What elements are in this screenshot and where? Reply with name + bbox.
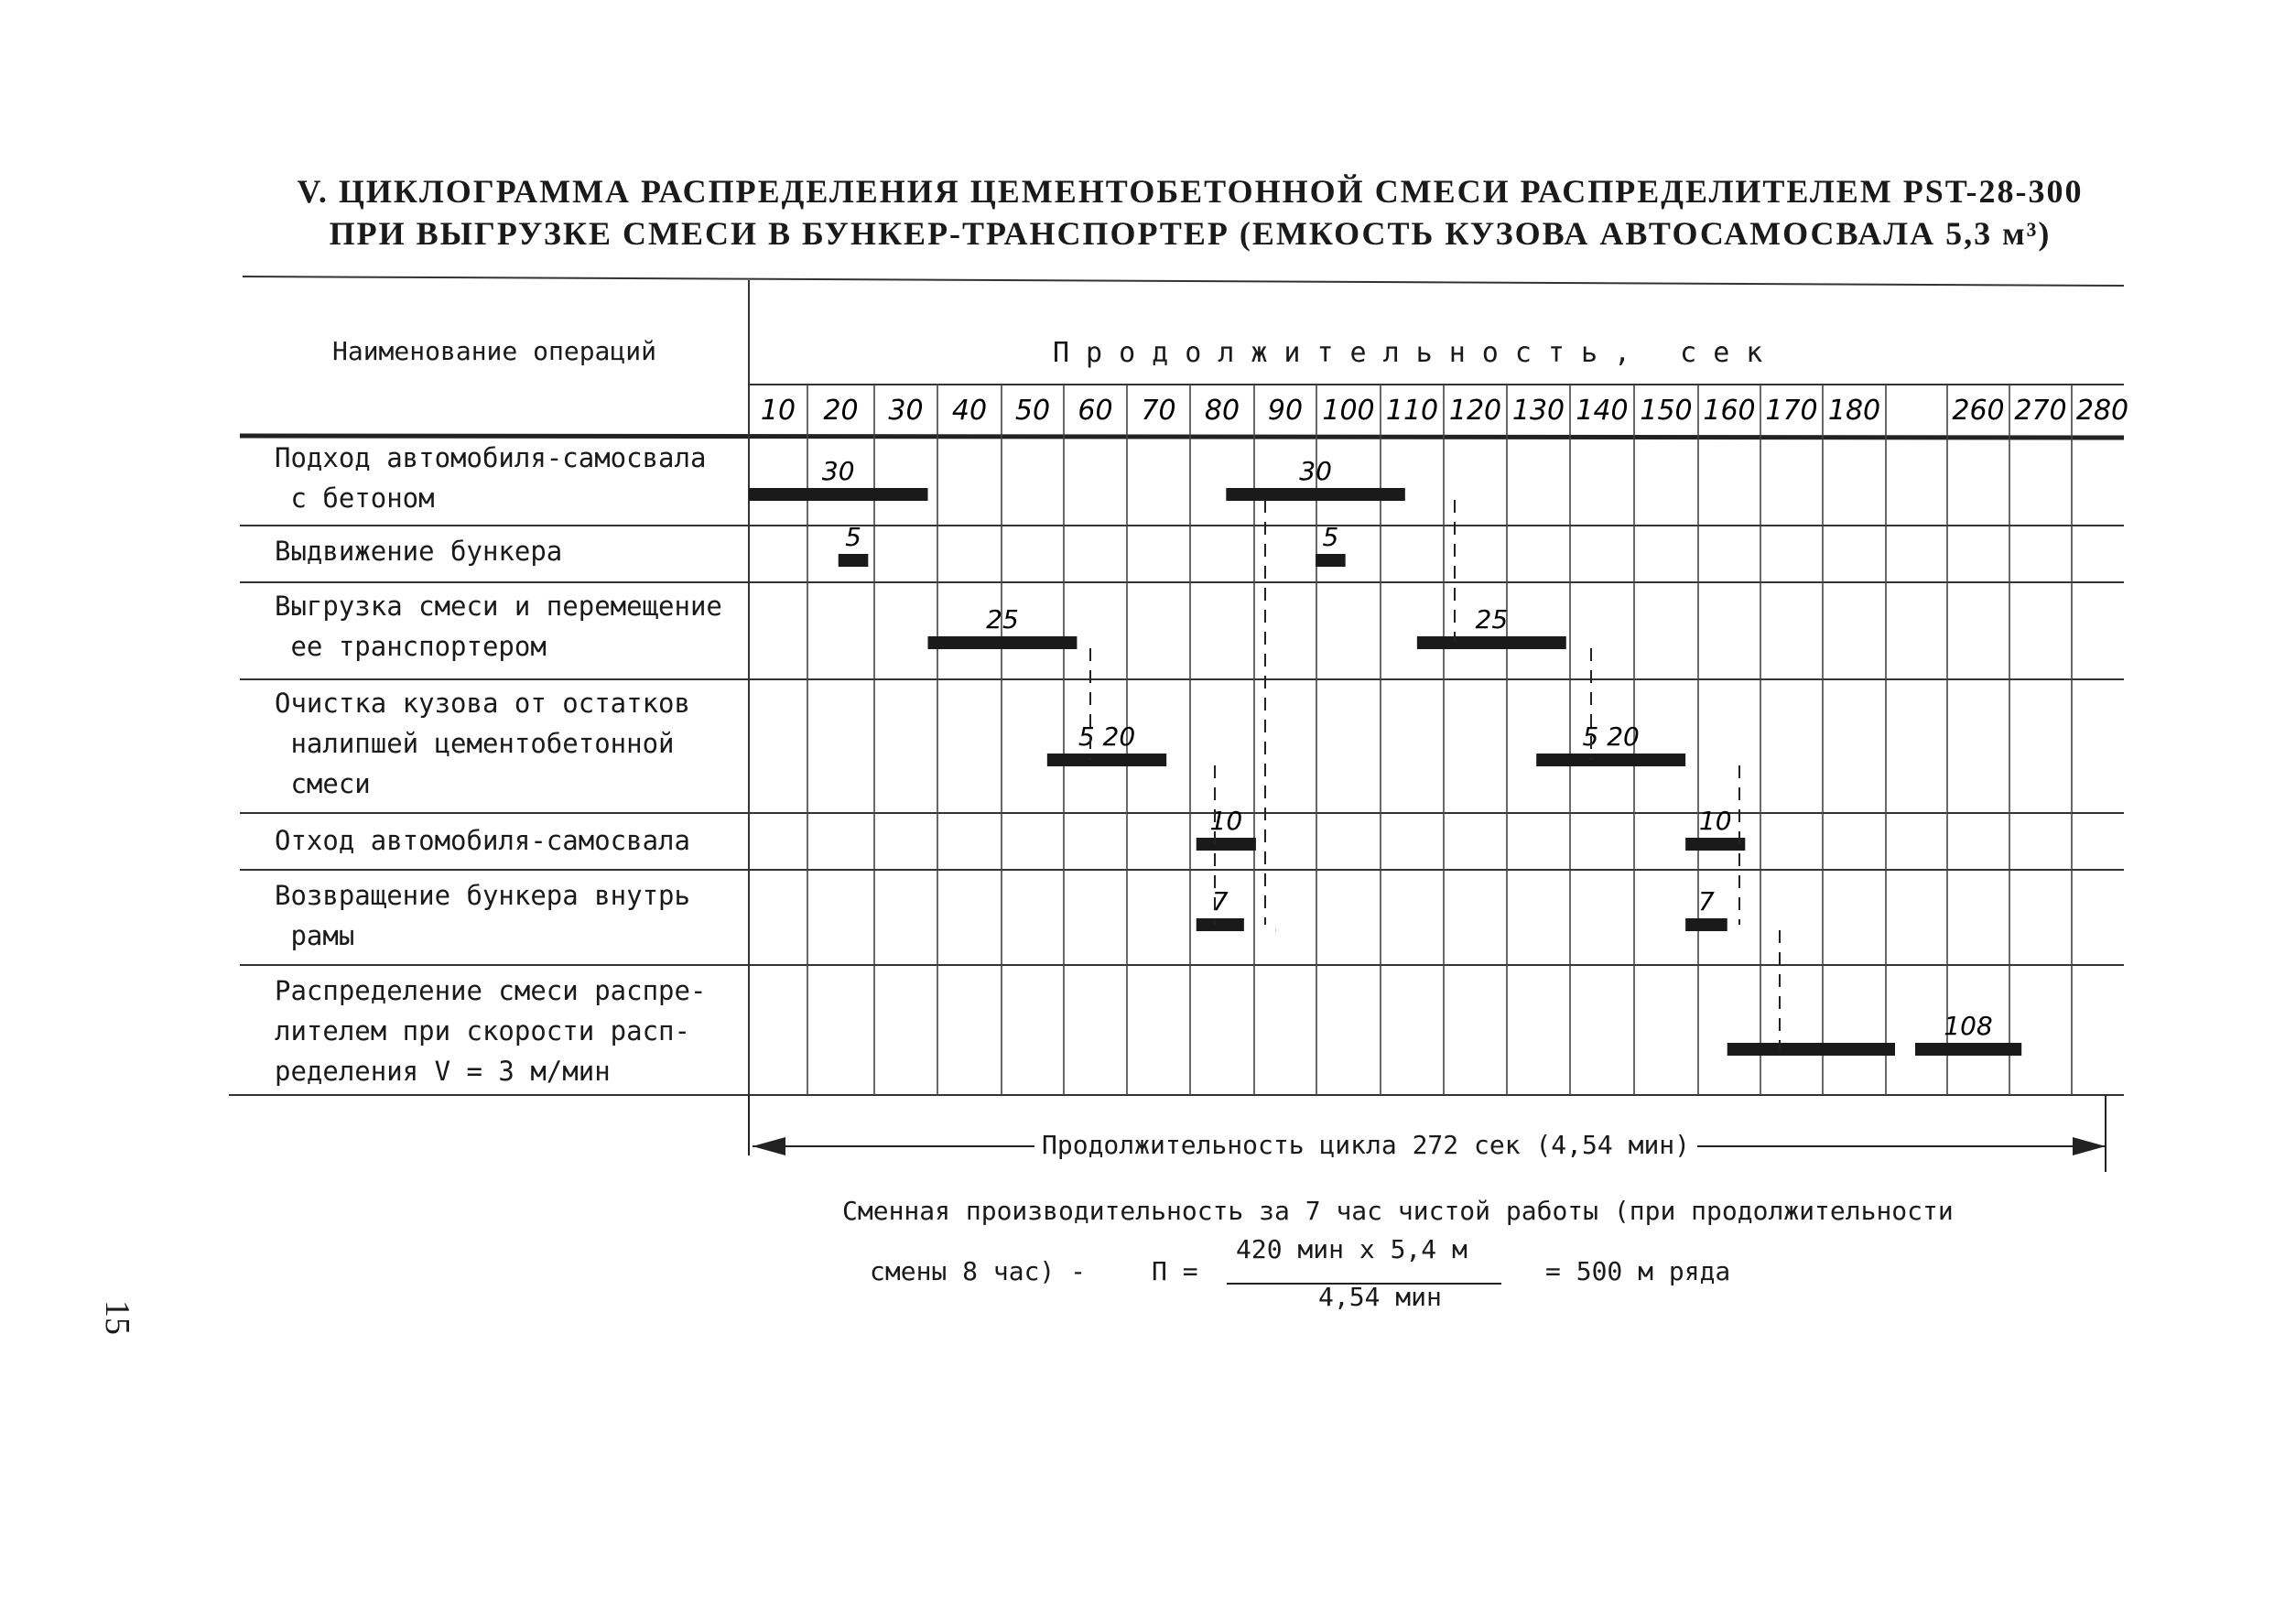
gantt-bar-label: 108 bbox=[1944, 1011, 1993, 1041]
gantt-bar bbox=[749, 488, 928, 501]
time-tick-label: 90 bbox=[1267, 395, 1304, 427]
gantt-bar-labels bbox=[822, 456, 1993, 1041]
arrow-right-head bbox=[2073, 1137, 2106, 1155]
gantt-bar-label: 5 bbox=[845, 522, 861, 552]
gantt-bar-label: 30 bbox=[1299, 456, 1332, 486]
gantt-bar bbox=[1685, 838, 1745, 851]
time-tick-label: 20 bbox=[823, 395, 859, 427]
operation-label: Очистка кузова от остатков налипшей цементобетонной смеси bbox=[275, 688, 690, 799]
gantt-bar bbox=[1727, 1043, 1895, 1056]
gantt-bar-label: 10 bbox=[1698, 806, 1732, 836]
title-line-2: ПРИ ВЫГРУЗКЕ СМЕСИ В БУНКЕР-ТРАНСПОРТЕР (ЕМКОСТЬ КУЗОВА АВТОСАМОСВАЛА 5,3 м³) bbox=[329, 215, 2052, 252]
formula-result: = 500 м ряда bbox=[1545, 1256, 1731, 1286]
gantt-bar-label: 5 bbox=[1322, 522, 1339, 552]
time-tick-label: 130 bbox=[1511, 395, 1565, 427]
time-tick-label: 120 bbox=[1448, 395, 1502, 427]
time-tick-label: 80 bbox=[1204, 395, 1240, 427]
time-tick-label: 100 bbox=[1322, 395, 1375, 427]
gantt-bar bbox=[928, 636, 1078, 649]
gantt-bar bbox=[1316, 554, 1346, 567]
gantt-bar bbox=[1197, 918, 1244, 931]
time-tick-label: 60 bbox=[1078, 395, 1113, 427]
time-tick-label: 260 bbox=[1952, 395, 2005, 427]
top-rule bbox=[243, 277, 2124, 286]
time-tick-label: 160 bbox=[1703, 395, 1756, 427]
gantt-bar-label: 7 bbox=[1211, 886, 1229, 916]
time-tick-label: 280 bbox=[2075, 395, 2129, 427]
gantt-bar bbox=[1197, 838, 1256, 851]
time-tick-label: 150 bbox=[1640, 395, 1693, 427]
operation-label: Возвращение бункера внутрь рамы bbox=[275, 880, 690, 951]
operation-label: Отход автомобиля-самосвала bbox=[275, 825, 690, 856]
header-duration: Продолжительность, сек bbox=[1053, 337, 1780, 369]
time-tick-label: 180 bbox=[1827, 395, 1881, 427]
gantt-bar-label: 30 bbox=[821, 456, 855, 486]
formula-denominator: 4,54 мин bbox=[1318, 1282, 1442, 1312]
operation-label: Подход автомобиля-самосвала с бетоном bbox=[275, 442, 707, 514]
operation-label: Выгрузка смеси и перемещение ее транспортером bbox=[275, 591, 722, 662]
header-operation-name: Наименование операций bbox=[331, 336, 656, 366]
operation-label: Распределение смеси распре- лителем при скорости расп- ределения V = 3 м/мин bbox=[275, 975, 707, 1087]
time-tick-labels bbox=[761, 395, 2128, 427]
gantt-bars bbox=[749, 488, 2021, 1056]
gantt-bar-label: 25 bbox=[1475, 604, 1509, 634]
time-tick-label: 110 bbox=[1385, 395, 1439, 427]
gantt-bar bbox=[1536, 754, 1685, 766]
time-tick-label: 70 bbox=[1141, 395, 1176, 427]
gantt-bar bbox=[1226, 488, 1405, 501]
productivity-note: Сменная производительность за 7 час чистой работы (при продолжительности bbox=[842, 1196, 1954, 1226]
title-line-1: V. ЦИКЛОГРАММА РАСПРЕДЕЛЕНИЯ ЦЕМЕНТОБЕТОННОЙ СМЕСИ РАСПРЕДЕЛИТЕЛЕМ PST-28-300 bbox=[297, 173, 2084, 210]
time-tick-label: 30 bbox=[888, 395, 924, 427]
productivity-note-shift: смены 8 час) - bbox=[870, 1256, 1087, 1286]
operation-label: Выдвижение бункера bbox=[275, 536, 563, 567]
formula-numerator: 420 мин x 5,4 м bbox=[1236, 1234, 1467, 1264]
time-tick-label: 40 bbox=[951, 395, 988, 427]
page-number: 15 bbox=[98, 1300, 136, 1335]
time-tick-label: 170 bbox=[1765, 395, 1818, 427]
gantt-bar bbox=[1417, 636, 1566, 649]
arrow-left-head bbox=[753, 1137, 785, 1155]
cycle-duration-label: Продолжительность цикла 272 сек (4,54 мин) bbox=[1034, 1130, 1697, 1160]
gantt-bar-label: 5 20 bbox=[1582, 721, 1640, 752]
gantt-bar bbox=[1685, 918, 1727, 931]
time-tick-label: 270 bbox=[2014, 395, 2067, 427]
gantt-bar-label: 25 bbox=[986, 604, 1019, 634]
gantt-bar bbox=[839, 554, 869, 567]
gantt-bar-label: 10 bbox=[1209, 806, 1243, 836]
time-tick-label: 140 bbox=[1576, 395, 1629, 427]
gantt-bar-label: 5 20 bbox=[1078, 721, 1136, 752]
gantt-bar bbox=[1915, 1043, 2021, 1056]
gantt-bar-label: 7 bbox=[1698, 886, 1715, 916]
time-tick-label: 50 bbox=[1014, 395, 1051, 427]
formula-p: П = bbox=[1152, 1256, 1198, 1286]
gantt-bar bbox=[1047, 754, 1166, 766]
time-tick-label: 10 bbox=[760, 395, 796, 427]
